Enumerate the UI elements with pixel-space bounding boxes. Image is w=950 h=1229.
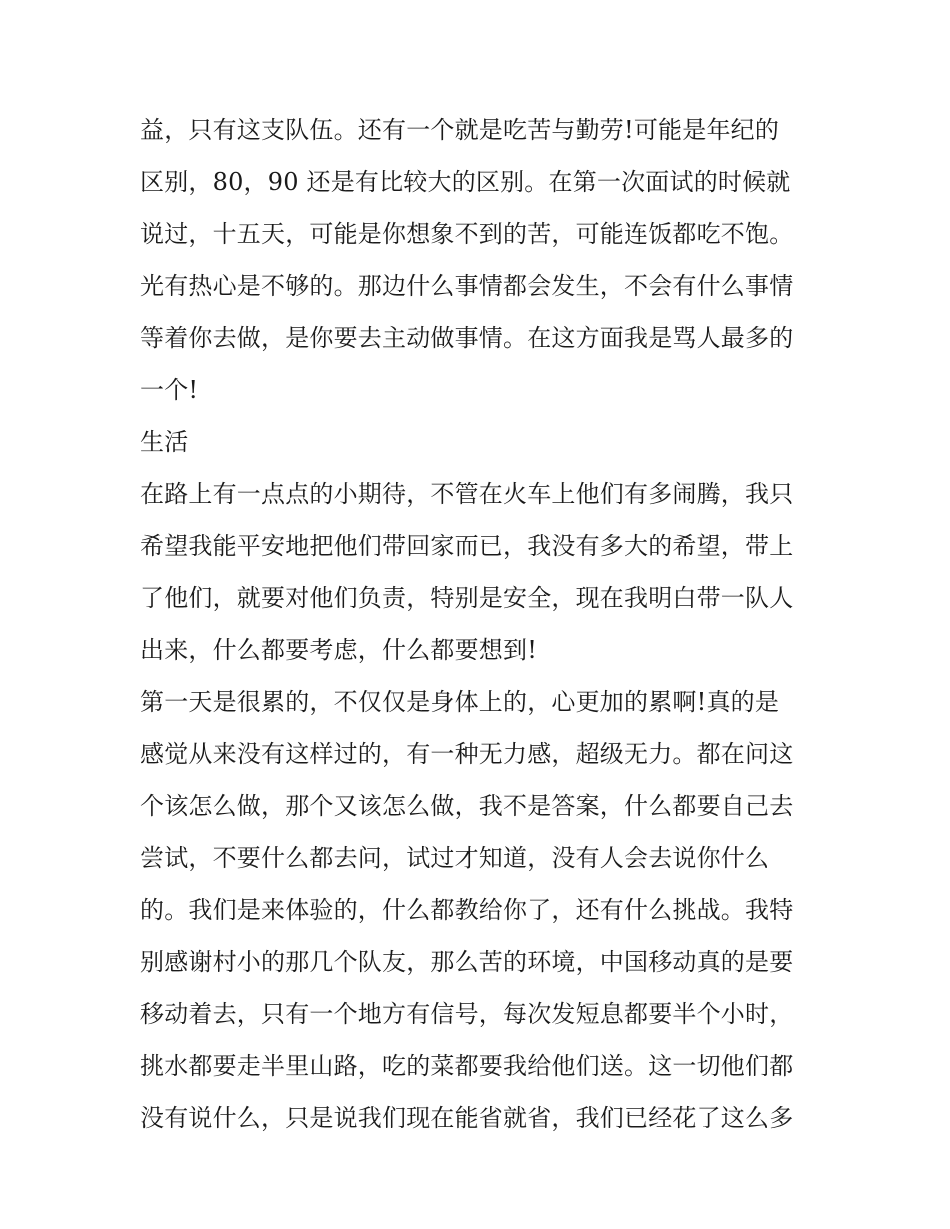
text-line: 尝试，不要什么都去问，试过才知道，没有人会去说你什么 xyxy=(140,844,770,872)
text-line: 区别，80，90 还是有比较大的区别。在第一次面试的时候就 xyxy=(140,168,791,196)
text-line: 挑水都要走半里山路，吃的菜都要我给他们送。这一切他们都 xyxy=(140,1052,794,1080)
text-line: 光有热心是不够的。那边什么事情都会发生，不会有什么事情 xyxy=(140,272,794,300)
text-line: 别感谢村小的那几个队友，那么苦的环境，中国移动真的是要 xyxy=(140,948,794,976)
text-line: 说过，十五天，可能是你想象不到的苦，可能连饭都吃不饱。 xyxy=(140,220,794,248)
section-heading: 生活 xyxy=(140,428,189,456)
text-line: 的。我们是来体验的，什么都教给你了，还有什么挑战。我特 xyxy=(140,896,794,924)
text-line: 个该怎么做，那个又该怎么做，我不是答案，什么都要自己去 xyxy=(140,792,794,820)
text-line: 了他们，就要对他们负责，特别是安全，现在我明白带一队人 xyxy=(140,584,794,612)
text-line: 益，只有这支队伍。还有一个就是吃苦与勤劳!可能是年纪的 xyxy=(140,116,780,144)
text-line: 感觉从来没有这样过的，有一种无力感，超级无力。都在问这 xyxy=(140,740,794,768)
text-line: 等着你去做，是你要去主动做事情。在这方面我是骂人最多的 xyxy=(140,324,794,352)
text-line: 一个! xyxy=(140,376,199,404)
text-line: 移动着去，只有一个地方有信号，每次发短息都要半个小时， xyxy=(140,1000,794,1028)
text-line: 希望我能平安地把他们带回家而已，我没有多大的希望，带上 xyxy=(140,532,794,560)
text-line: 没有说什么，只是说我们现在能省就省，我们已经花了这么多 xyxy=(140,1104,794,1132)
text-line: 出来，什么都要考虑，什么都要想到! xyxy=(140,636,538,664)
text-line: 第一天是很累的，不仅仅是身体上的，心更加的累啊!真的是 xyxy=(140,688,780,716)
text-line: 在路上有一点点的小期待，不管在火车上他们有多闹腾，我只 xyxy=(140,480,794,508)
document-body xyxy=(140,104,820,1144)
